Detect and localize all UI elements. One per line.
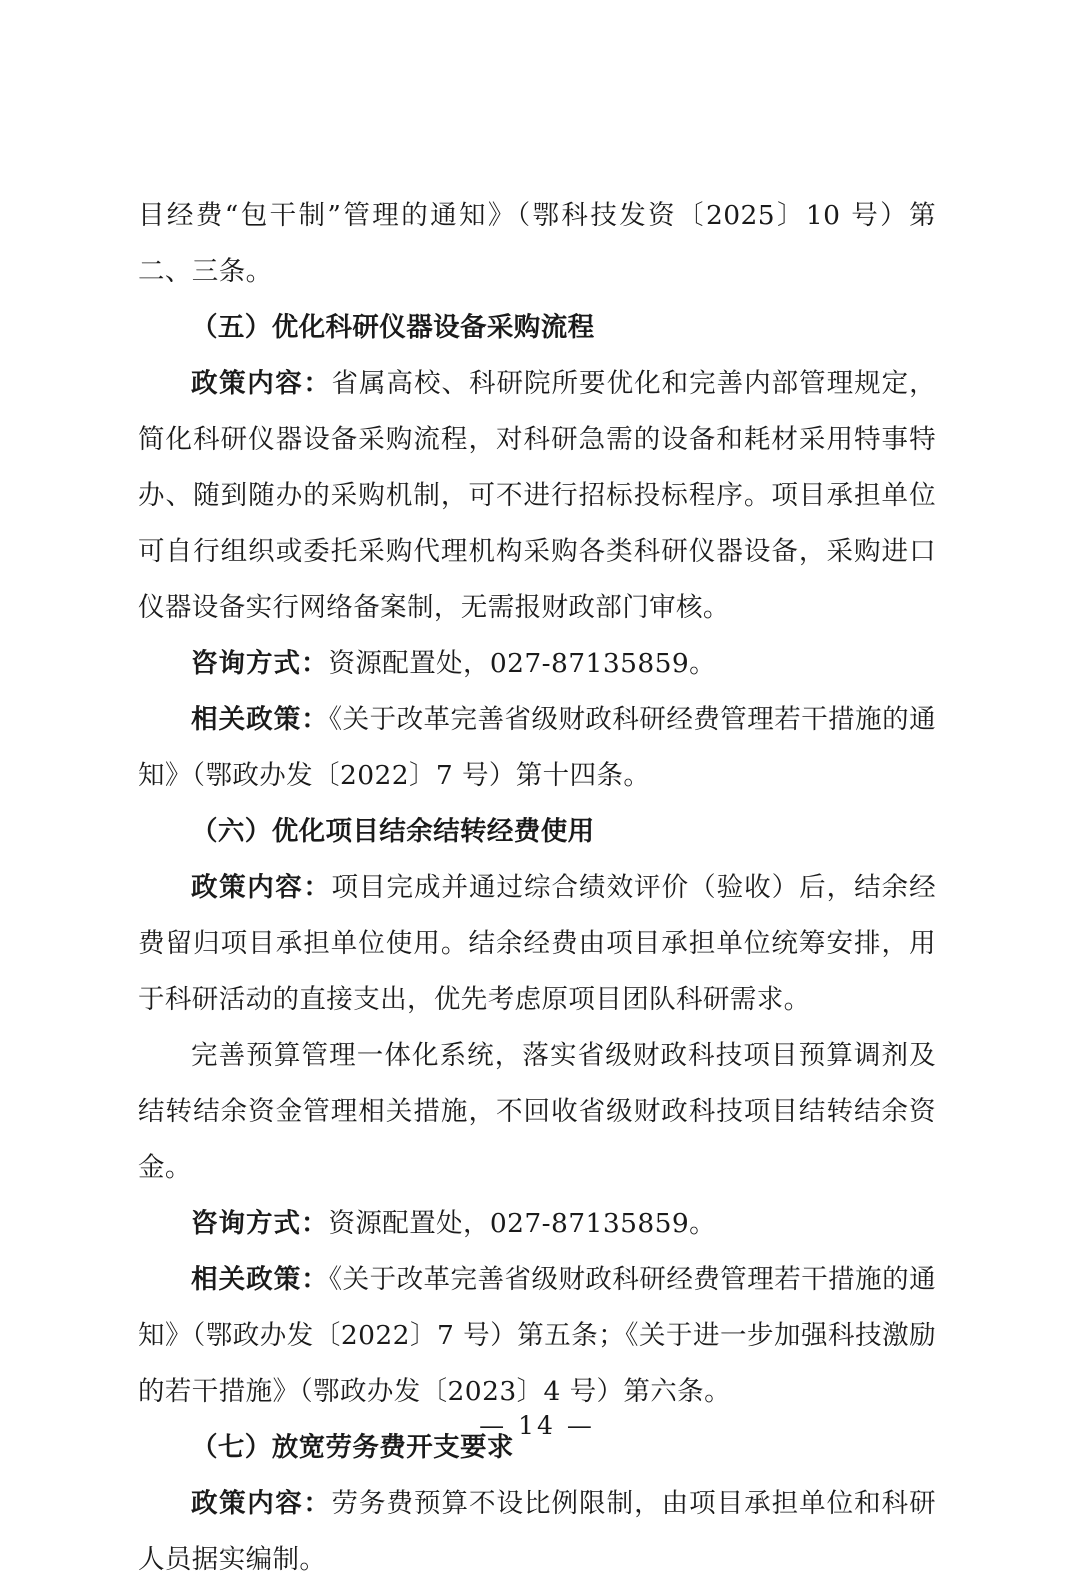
- policy-content-text: 省属高校、科研院所要优化和完善内部管理规定，简化科研仪器设备采购流程，对科研急需的设备和耗材采用特事特办、随到随办的采购机制，可不进行招标投标程序。项目承担单位可自行组织或委托采购代理机构采购各类科研仪器设备，采购进口仪器设备实行网络备案制，无需报财政部门审核。: [138, 368, 937, 623]
- related-policy-label: 相关政策：: [191, 1264, 329, 1295]
- related-policy-text: 《关于改革完善省级财政科研经费管理若干措施的通知》（鄂政办发〔2022〕7 号）第十四条。: [138, 704, 937, 791]
- contact-text: 资源配置处，027-87135859。: [328, 1208, 717, 1239]
- contact-label: 咨询方式：: [191, 1208, 329, 1239]
- document-body: [138, 188, 936, 1588]
- policy-content-six: [138, 860, 936, 1028]
- section-heading-seven: （七）放宽劳务费开支要求: [191, 1432, 514, 1463]
- contact-six: [138, 1196, 936, 1252]
- policy-content-label: 政策内容：: [191, 368, 332, 399]
- page-footer: [0, 1411, 1074, 1440]
- related-policy-text: 《关于改革完善省级财政科研经费管理若干措施的通知》（鄂政办发〔2022〕7 号）第五条；《关于进一步加强科技激励的若干措施》（鄂政办发〔2023〕4 号）第六条。: [138, 1264, 937, 1407]
- contact-five: [138, 636, 936, 692]
- policy-content-five: [138, 356, 936, 636]
- related-policy-five: [138, 692, 936, 804]
- policy-content-six-second: 完善预算管理一体化系统，落实省级财政科技项目预算调剂及结转结余资金管理相关措施，不回收省级财政科技项目结转结余资金。: [138, 1040, 936, 1183]
- related-policy-six: [138, 1252, 936, 1420]
- policy-content-seven: [138, 1476, 936, 1588]
- policy-content-label: 政策内容：: [191, 872, 332, 903]
- section-heading-six: （六）优化项目结余结转经费使用: [191, 816, 595, 847]
- policy-content-label: 政策内容：: [191, 1488, 332, 1519]
- paragraph-continued: 目经费“包干制”管理的通知》（鄂科技发资〔2025〕10 号）第二、三条。: [138, 200, 936, 287]
- related-policy-label: 相关政策：: [191, 704, 329, 735]
- page-number: — 14 —: [479, 1411, 595, 1440]
- section-heading-five: （五）优化科研仪器设备采购流程: [191, 312, 595, 343]
- policy-content-text: 劳务费预算不设比例限制，由项目承担单位和科研人员据实编制。: [138, 1488, 937, 1575]
- contact-text: 资源配置处，027-87135859。: [328, 648, 717, 679]
- contact-label: 咨询方式：: [191, 648, 329, 679]
- policy-content-text: 项目完成并通过综合绩效评价（验收）后，结余经费留归项目承担单位使用。结余经费由项目承担单位统筹安排，用于科研活动的直接支出，优先考虑原项目团队科研需求。: [138, 872, 937, 1015]
